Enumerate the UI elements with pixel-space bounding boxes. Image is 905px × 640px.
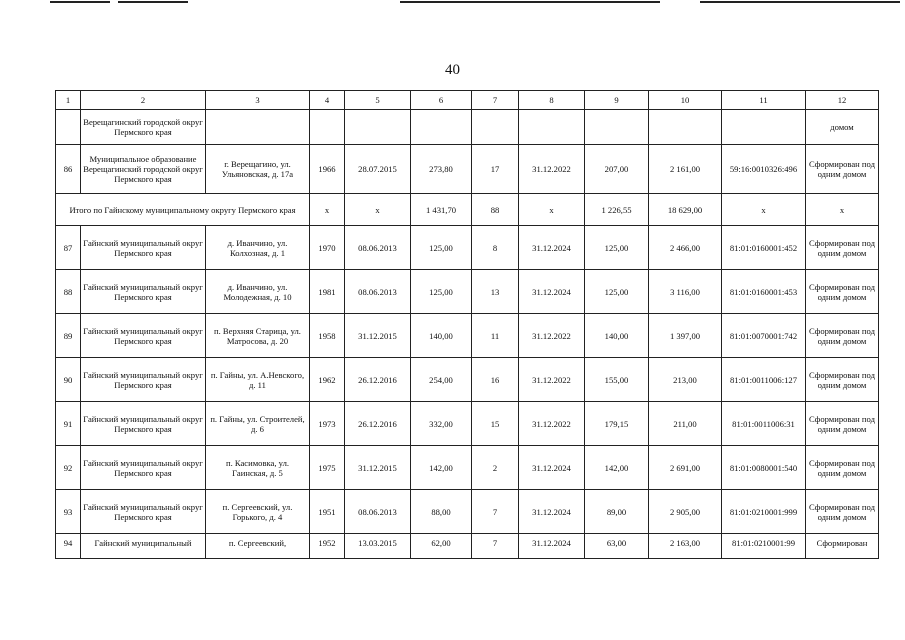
row-number-cell: 94 [56,534,81,559]
address-cell: п. Верхняя Старица, ул. Матросова, д. 20 [206,314,310,358]
column-number: 12 [806,91,879,110]
amount-cell: 2 163,00 [649,534,722,559]
status-cell: Сформирован под одним домом [806,145,879,194]
status-cell: Сформирован под одним домом [806,226,879,270]
area-cell: 140,00 [411,314,472,358]
total-amount-cell: 18 629,00 [649,194,722,226]
table-row [56,534,879,559]
status-cell: Сформирован под одним домом [806,490,879,534]
count-cell: 11 [472,314,519,358]
status-cell: Сформирован под одним домом [806,314,879,358]
total-area-cell: 1 431,70 [411,194,472,226]
municipality-cell: Гайнский муниципальный округ Пермского края [81,402,206,446]
continuation-row [56,110,879,145]
deadline-cell: 31.12.2022 [519,314,585,358]
area-cell: 142,00 [411,446,472,490]
cadastral-cell: 81:01:0160001:452 [722,226,806,270]
count-cell: 8 [472,226,519,270]
area2-cell: 142,00 [585,446,649,490]
municipality-cell: Гайнский муниципальный [81,534,206,559]
deadline-cell: 31.12.2024 [519,490,585,534]
count-cell: 7 [472,534,519,559]
area2-cell: 63,00 [585,534,649,559]
year-cell: 1970 [310,226,345,270]
table-row [56,226,879,270]
status-cell: Сформирован под одним домом [806,402,879,446]
cadastral-cell: 81:01:0160001:453 [722,270,806,314]
table-row [56,490,879,534]
amount-cell: 1 397,00 [649,314,722,358]
address-cell: п. Сергеевский, [206,534,310,559]
amount-cell: 213,00 [649,358,722,402]
total-cell: x [519,194,585,226]
table-row [56,270,879,314]
count-cell: 7 [472,490,519,534]
status-cell: домом [806,110,879,145]
municipality-cell: Гайнский муниципальный округ Пермского края [81,358,206,402]
cadastral-cell: 81:01:0011006:127 [722,358,806,402]
date-cell: 13.03.2015 [345,534,411,559]
year-cell: 1962 [310,358,345,402]
table-row [56,358,879,402]
cadastral-cell: 81:01:0210001:99 [722,534,806,559]
total-count-cell: 88 [472,194,519,226]
date-cell: 26.12.2016 [345,358,411,402]
area-cell: 125,00 [411,270,472,314]
total-area2-cell: 1 226,55 [585,194,649,226]
area2-cell: 140,00 [585,314,649,358]
area2-cell: 179,15 [585,402,649,446]
amount-cell: 2 466,00 [649,226,722,270]
amount-cell: 211,00 [649,402,722,446]
cadastral-cell: 81:01:0011006:31 [722,402,806,446]
amount-cell: 3 116,00 [649,270,722,314]
column-number: 6 [411,91,472,110]
date-cell: 31.12.2015 [345,314,411,358]
count-cell: 16 [472,358,519,402]
area2-cell: 155,00 [585,358,649,402]
municipality-cell: Верещагинский городской округ Пермского края [81,110,206,145]
area2-cell: 125,00 [585,226,649,270]
top-scan-marks [0,0,905,6]
row-number-cell: 91 [56,402,81,446]
year-cell: 1973 [310,402,345,446]
area2-cell: 89,00 [585,490,649,534]
row-number-cell: 90 [56,358,81,402]
deadline-cell: 31.12.2022 [519,402,585,446]
address-cell: д. Иванчино, ул. Колхозная, д. 1 [206,226,310,270]
deadline-cell: 31.12.2022 [519,358,585,402]
area-cell: 62,00 [411,534,472,559]
cadastral-cell: 81:01:0080001:540 [722,446,806,490]
row-number-cell: 92 [56,446,81,490]
date-cell: 08.06.2013 [345,490,411,534]
column-number: 7 [472,91,519,110]
year-cell: 1958 [310,314,345,358]
column-number: 4 [310,91,345,110]
count-cell: 15 [472,402,519,446]
area-cell: 88,00 [411,490,472,534]
status-cell: Сформирован [806,534,879,559]
column-number-row [56,91,879,110]
year-cell: 1951 [310,490,345,534]
total-cell: x [806,194,879,226]
date-cell: 08.06.2013 [345,270,411,314]
area-cell: 273,80 [411,145,472,194]
address-cell: п. Касимовка, ул. Гаинская, д. 5 [206,446,310,490]
year-cell: 1952 [310,534,345,559]
status-cell: Сформирован под одним домом [806,270,879,314]
date-cell: 26.12.2016 [345,402,411,446]
total-row [56,194,879,226]
deadline-cell: 31.12.2024 [519,534,585,559]
area-cell: 332,00 [411,402,472,446]
municipality-cell: Гайнский муниципальный округ Пермского края [81,226,206,270]
deadline-cell: 31.12.2024 [519,270,585,314]
column-number: 9 [585,91,649,110]
status-cell: Сформирован под одним домом [806,446,879,490]
amount-cell: 2 161,00 [649,145,722,194]
row-number-cell: 87 [56,226,81,270]
total-cell: x [345,194,411,226]
address-cell: п. Гайны, ул. А.Невского, д. 11 [206,358,310,402]
count-cell: 17 [472,145,519,194]
municipality-cell: Муниципальное образование Верещагинский городской округ Пермского края [81,145,206,194]
address-cell: п. Сергеевский, ул. Горького, д. 4 [206,490,310,534]
date-cell: 31.12.2015 [345,446,411,490]
amount-cell: 2 905,00 [649,490,722,534]
column-number: 5 [345,91,411,110]
column-number: 10 [649,91,722,110]
table-row [56,314,879,358]
column-number: 2 [81,91,206,110]
table-row [56,402,879,446]
status-cell: Сформирован под одним домом [806,358,879,402]
municipality-cell: Гайнский муниципальный округ Пермского края [81,490,206,534]
total-cell: x [310,194,345,226]
deadline-cell: 31.12.2024 [519,226,585,270]
year-cell: 1975 [310,446,345,490]
address-cell: д. Иванчино, ул. Молодежная, д. 10 [206,270,310,314]
date-cell: 08.06.2013 [345,226,411,270]
count-cell: 13 [472,270,519,314]
row-number-cell: 93 [56,490,81,534]
deadline-cell: 31.12.2024 [519,446,585,490]
area-cell: 254,00 [411,358,472,402]
table-row [56,446,879,490]
total-label: Итого по Гайнскому муниципальному округу Пермского края [56,194,310,226]
date-cell: 28.07.2015 [345,145,411,194]
deadline-cell: 31.12.2022 [519,145,585,194]
page-number: 40 [445,62,460,78]
cadastral-cell: 81:01:0070001:742 [722,314,806,358]
amount-cell: 2 691,00 [649,446,722,490]
address-cell: г. Верещагино, ул. Ульяновская, д. 17а [206,145,310,194]
cadastral-cell: 81:01:0210001:999 [722,490,806,534]
municipality-cell: Гайнский муниципальный округ Пермского края [81,314,206,358]
area2-cell: 207,00 [585,145,649,194]
row-number-cell: 89 [56,314,81,358]
column-number: 8 [519,91,585,110]
column-number: 11 [722,91,806,110]
area-cell: 125,00 [411,226,472,270]
total-cell: x [722,194,806,226]
table-row [56,145,879,194]
year-cell: 1966 [310,145,345,194]
register-table [55,90,879,559]
area2-cell: 125,00 [585,270,649,314]
column-number: 3 [206,91,310,110]
cadastral-cell: 59:16:0010326:496 [722,145,806,194]
column-number: 1 [56,91,81,110]
row-number-cell: 86 [56,145,81,194]
address-cell: п. Гайны, ул. Строителей, д. 6 [206,402,310,446]
municipality-cell: Гайнский муниципальный округ Пермского края [81,270,206,314]
municipality-cell: Гайнский муниципальный округ Пермского края [81,446,206,490]
row-number-cell: 88 [56,270,81,314]
count-cell: 2 [472,446,519,490]
year-cell: 1981 [310,270,345,314]
